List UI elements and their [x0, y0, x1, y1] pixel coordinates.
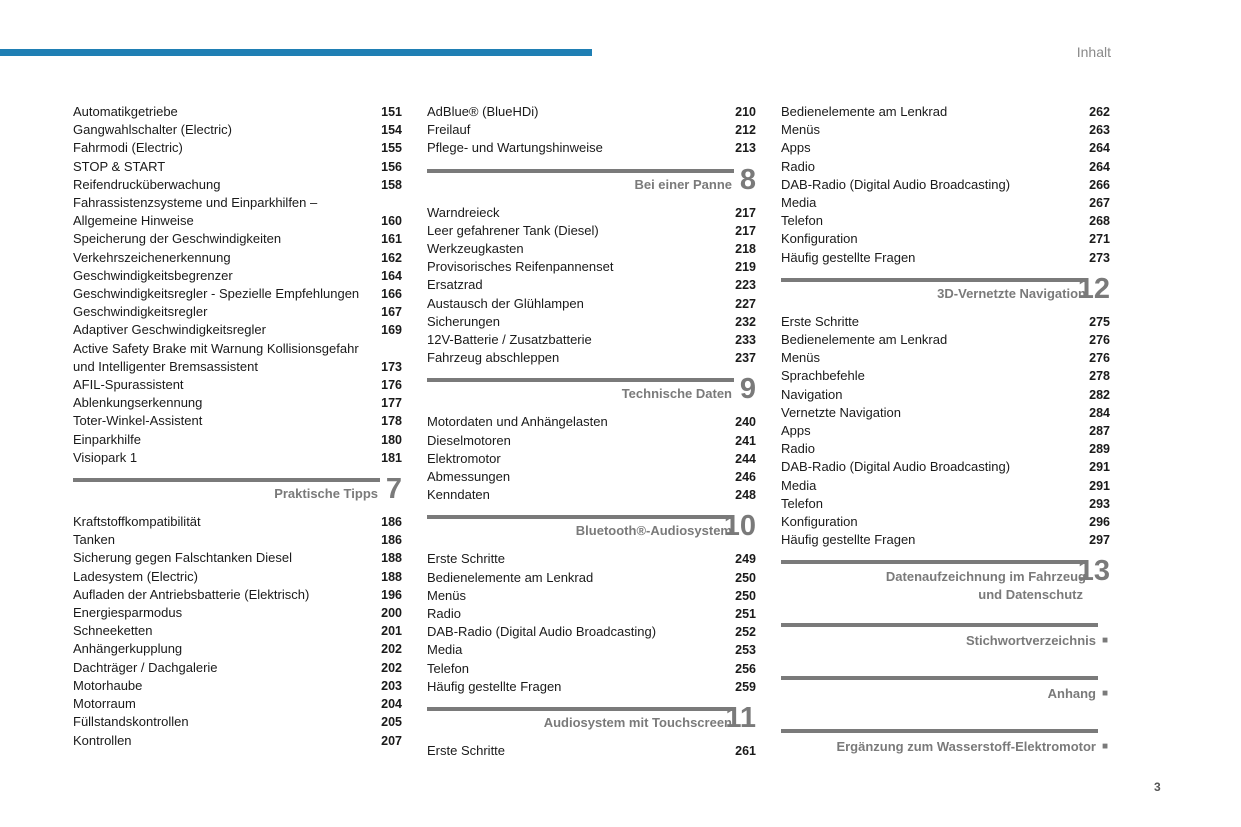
- toc-entry[interactable]: [73, 158, 402, 176]
- toc-entry[interactable]: [781, 158, 1110, 176]
- section-rule: [427, 378, 734, 382]
- toc-entry-title: Sicherungen: [427, 313, 500, 329]
- toc-entry-page: 293: [1089, 496, 1110, 511]
- toc-entry-title: Telefon: [781, 495, 823, 511]
- toc-entry-title: Media: [427, 642, 463, 658]
- toc-entry-page: 218: [735, 242, 756, 257]
- toc-entry[interactable]: [781, 477, 1110, 495]
- toc-entry[interactable]: [781, 422, 1110, 440]
- toc-entry[interactable]: [73, 713, 402, 731]
- toc-entry-title: AFIL-Spurassistent: [73, 377, 184, 393]
- toc-entry-page: 202: [381, 642, 402, 657]
- toc-entry-page: 267: [1089, 196, 1110, 211]
- toc-column-3: [781, 103, 1110, 771]
- toc-entry[interactable]: [73, 604, 402, 622]
- toc-entry-title-line2: Allgemeine Hinweise: [73, 213, 194, 229]
- toc-entry-title: Sicherung gegen Falschtanken Diesel: [73, 550, 292, 566]
- toc-entry[interactable]: [73, 622, 402, 640]
- toc-entry-title: Radio: [781, 441, 815, 457]
- section-header[interactable]: [427, 373, 756, 413]
- toc-entry[interactable]: [781, 313, 1110, 331]
- section-rule: [781, 676, 1098, 680]
- toc-entry-title: Motordaten und Anhängelasten: [427, 414, 608, 430]
- toc-entry-title: Leer gefahrener Tank (Diesel): [427, 222, 599, 238]
- toc-entry-page: 276: [1089, 351, 1110, 366]
- toc-entry[interactable]: [73, 412, 402, 430]
- toc-entry-title: Media: [781, 195, 817, 211]
- toc-entry[interactable]: [427, 605, 756, 623]
- toc-entry-page: 253: [735, 643, 756, 658]
- toc-entry[interactable]: [73, 695, 402, 713]
- toc-entry-title: Bedienelemente am Lenkrad: [781, 104, 948, 119]
- toc-entry-page: 248: [735, 488, 756, 503]
- section-title-line2: und Datenschutz: [978, 587, 1083, 603]
- toc-entry-page: 297: [1089, 533, 1110, 548]
- toc-entry[interactable]: [781, 386, 1110, 404]
- toc-entry-title: Kenndaten: [427, 487, 490, 503]
- toc-entry[interactable]: [427, 587, 756, 605]
- toc-entry-page: 186: [381, 533, 402, 548]
- toc-entry-title: Kontrollen: [73, 732, 132, 748]
- section-title: Audiosystem mit Touchscreen: [543, 715, 732, 731]
- toc-entry[interactable]: [73, 267, 402, 285]
- toc-entry-page: 181: [381, 450, 402, 465]
- toc-entry[interactable]: [73, 139, 402, 157]
- toc-entry-title: Häufig gestellte Fragen: [781, 249, 916, 265]
- section-title: Bei einer Panne: [634, 176, 732, 192]
- section-rule: [427, 515, 734, 519]
- section-header[interactable]: [427, 163, 756, 204]
- toc-entry-page: 284: [1089, 405, 1110, 420]
- toc-entry-page: 204: [381, 697, 402, 712]
- toc-entry[interactable]: [73, 531, 402, 549]
- toc-entry-title: Werkzeugkasten: [427, 241, 524, 257]
- toc-entry[interactable]: [73, 321, 402, 339]
- section-header[interactable]: [781, 676, 1110, 718]
- toc-entry-title: DAB-Radio (Digital Audio Broadcasting): [781, 459, 1011, 475]
- section-header[interactable]: [781, 623, 1110, 665]
- toc-entry-page: 250: [735, 570, 756, 585]
- toc-entry-title: Geschwindigkeitsregler: [73, 304, 208, 320]
- toc-entry[interactable]: [73, 431, 402, 449]
- toc-entry-title: Radio: [427, 606, 461, 622]
- toc-entry-title: Reifendrucküberwachung: [73, 176, 221, 192]
- toc-entry[interactable]: [781, 331, 1110, 349]
- toc-entry[interactable]: [73, 230, 402, 248]
- toc-entry[interactable]: [781, 458, 1110, 476]
- toc-entry-title: Geschwindigkeitsbegrenzer: [73, 267, 233, 283]
- section-title: Praktische Tipps: [274, 486, 378, 502]
- toc-entry-page: 173: [381, 359, 402, 374]
- section-rule: [427, 707, 734, 711]
- toc-entry-title: Bedienelemente am Lenkrad: [781, 332, 948, 348]
- toc-entry-page: 210: [735, 105, 756, 119]
- toc-entry-title: Automatikgetriebe: [73, 104, 178, 119]
- toc-entry-page: 282: [1089, 387, 1110, 402]
- toc-entry[interactable]: [427, 569, 756, 587]
- toc-entry[interactable]: [73, 659, 402, 677]
- toc-entry[interactable]: [73, 677, 402, 695]
- section-number: 13: [1077, 555, 1110, 588]
- toc-entry-title-line2: und Intelligenter Bremsassistent: [73, 358, 258, 374]
- toc-entry-page: 217: [735, 205, 756, 220]
- toc-entry-page: 151: [381, 105, 402, 119]
- toc-entry[interactable]: [427, 450, 756, 468]
- toc-entry-title: Ersatzrad: [427, 277, 483, 293]
- toc-column-2: [427, 103, 756, 760]
- toc-entry[interactable]: [781, 367, 1110, 385]
- page-number: 3: [1154, 780, 1161, 794]
- toc-entry[interactable]: [781, 531, 1110, 549]
- toc-entry-page: 223: [735, 278, 756, 293]
- toc-entry-page: 186: [381, 515, 402, 530]
- section-rule: [781, 729, 1098, 733]
- section-header[interactable]: [781, 729, 1110, 771]
- toc-entry[interactable]: [781, 440, 1110, 458]
- toc-entry-page: 250: [735, 588, 756, 603]
- toc-entry[interactable]: [427, 313, 756, 331]
- toc-entry-page: 291: [1089, 460, 1110, 475]
- toc-entry[interactable]: [781, 121, 1110, 139]
- toc-entry-page: 289: [1089, 442, 1110, 457]
- section-number: 7: [385, 473, 402, 506]
- toc-entry[interactable]: [781, 404, 1110, 422]
- toc-entry-title: Active Safety Brake mit Warnung Kollisionsgefahr: [73, 340, 359, 356]
- toc-entry-page: 233: [735, 333, 756, 348]
- toc-entry-page: 219: [735, 260, 756, 275]
- toc-entry-title: Menüs: [781, 122, 821, 138]
- toc-entry-page: 276: [1089, 333, 1110, 348]
- toc-entry[interactable]: [427, 486, 756, 504]
- toc-entry-page: 177: [381, 396, 402, 411]
- toc-entry-title: Provisorisches Reifenpannenset: [427, 259, 614, 275]
- toc-entry[interactable]: [427, 258, 756, 276]
- toc-entry[interactable]: [781, 495, 1110, 513]
- toc-entry-page: 244: [735, 451, 756, 466]
- toc-entry-page: 266: [1089, 177, 1110, 192]
- toc-entry-page: 227: [735, 296, 756, 311]
- toc-entry-page: 188: [381, 551, 402, 566]
- toc-entry-page: 207: [381, 733, 402, 748]
- toc-entry-title: Freilauf: [427, 122, 471, 138]
- toc-entry-title: Apps: [781, 140, 811, 156]
- toc-entry-page: 268: [1089, 214, 1110, 229]
- toc-entry[interactable]: [73, 732, 402, 750]
- toc-entry-title: Aufladen der Antriebsbatterie (Elektrisch): [73, 586, 310, 602]
- toc-entry-title: 12V-Batterie / Zusatzbatterie: [427, 332, 592, 348]
- toc-entry-title: DAB-Radio (Digital Audio Broadcasting): [427, 624, 657, 640]
- toc-entry-title: Verkehrszeichenerkennung: [73, 249, 231, 265]
- toc-entry-title: Kraftstoffkompatibilität: [73, 514, 201, 530]
- toc-entry-page: 246: [735, 470, 756, 485]
- toc-entry-page: 160: [381, 214, 402, 229]
- section-title-line1: Datenaufzeichnung im Fahrzeug: [885, 569, 1086, 585]
- toc-entry[interactable]: [427, 641, 756, 659]
- toc-entry[interactable]: [427, 222, 756, 240]
- section-number: 9: [739, 373, 756, 406]
- section-number: ■: [1101, 635, 1108, 647]
- toc-entry-title: Konfiguration: [781, 231, 858, 247]
- toc-entry[interactable]: [427, 742, 756, 760]
- toc-entry-page: 291: [1089, 478, 1110, 493]
- toc-entry[interactable]: [427, 204, 756, 222]
- toc-entry-title: Telefon: [781, 213, 823, 229]
- toc-column-1: [73, 103, 402, 750]
- section-number: ■: [1101, 688, 1108, 700]
- toc-entry[interactable]: [427, 468, 756, 486]
- toc-entry-page: 202: [381, 660, 402, 675]
- toc-entry-title: Erste Schritte: [427, 551, 506, 567]
- toc-entry[interactable]: [73, 249, 402, 267]
- page-header-title: Inhalt: [1076, 44, 1111, 60]
- toc-entry-page: 169: [381, 323, 402, 338]
- toc-entry-title: Menüs: [427, 587, 467, 603]
- toc-entry-page: 161: [381, 232, 402, 247]
- toc-entry-title: Anhängerkupplung: [73, 641, 183, 657]
- section-number: 8: [739, 163, 756, 196]
- toc-entry-title: Elektromotor: [427, 450, 501, 466]
- section-rule: [73, 478, 380, 482]
- toc-entry[interactable]: [427, 103, 756, 121]
- toc-entry-page: 237: [735, 351, 756, 366]
- toc-entry-title: Sprachbefehle: [781, 368, 865, 384]
- toc-entry-page: 155: [381, 141, 402, 156]
- section-number: ■: [1101, 741, 1108, 753]
- toc-entry[interactable]: [73, 121, 402, 139]
- toc-entry[interactable]: [781, 139, 1110, 157]
- toc-entry-page: 205: [381, 715, 402, 730]
- toc-entry-title: Gangwahlschalter (Electric): [73, 122, 232, 138]
- toc-entry-page: 263: [1089, 123, 1110, 138]
- toc-entry-title: Telefon: [427, 660, 469, 676]
- toc-entry-page: 213: [735, 141, 756, 156]
- section-header[interactable]: [781, 555, 1110, 612]
- toc-entry[interactable]: [781, 194, 1110, 212]
- toc-entry[interactable]: [73, 640, 402, 658]
- toc-entry-title: Energiesparmodus: [73, 605, 183, 621]
- toc-entry-page: 252: [735, 625, 756, 640]
- toc-entry[interactable]: [73, 176, 402, 194]
- toc-entry-page: 264: [1089, 141, 1110, 156]
- section-number: 10: [723, 510, 756, 543]
- toc-entry-title: Erste Schritte: [781, 313, 860, 329]
- toc-entry[interactable]: [73, 376, 402, 394]
- toc-entry-page: 241: [735, 433, 756, 448]
- section-header[interactable]: [427, 702, 756, 742]
- toc-entry-title: Schneeketten: [73, 623, 153, 639]
- toc-entry[interactable]: [427, 121, 756, 139]
- toc-entry[interactable]: [73, 449, 402, 467]
- toc-entry-title: DAB-Radio (Digital Audio Broadcasting): [781, 176, 1011, 192]
- toc-entry-page: 271: [1089, 232, 1110, 247]
- toc-entry-page: 287: [1089, 424, 1110, 439]
- toc-entry-page: 201: [381, 624, 402, 639]
- toc-entry-title: Tanken: [73, 532, 115, 548]
- toc-entry-title: Fahrzeug abschleppen: [427, 350, 560, 366]
- toc-entry-title: Radio: [781, 158, 815, 174]
- toc-entry-title: Ladesystem (Electric): [73, 568, 198, 584]
- toc-entry[interactable]: [781, 103, 1110, 121]
- toc-entry[interactable]: [73, 103, 402, 121]
- toc-entry-page: 164: [381, 268, 402, 283]
- toc-entry-page: 167: [381, 305, 402, 320]
- toc-entry-page: 203: [381, 678, 402, 693]
- toc-entry[interactable]: [73, 586, 402, 604]
- header-accent-bar: [0, 49, 592, 56]
- toc-entry-title: Apps: [781, 423, 811, 439]
- section-header[interactable]: [73, 473, 402, 513]
- section-rule: [781, 560, 1088, 564]
- toc-entry-page: 196: [381, 587, 402, 602]
- section-number: 12: [1077, 272, 1110, 305]
- toc-entry-page: 261: [735, 744, 756, 759]
- toc-entry-title: Erste Schritte: [427, 743, 506, 759]
- section-title: Anhang: [1047, 686, 1096, 702]
- toc-entry-page: 262: [1089, 105, 1110, 119]
- toc-entry-title: Menüs: [781, 350, 821, 366]
- section-title: Bluetooth®-Audiosystem: [575, 523, 732, 539]
- toc-entry-title: Pflege- und Wartungshinweise: [427, 140, 603, 156]
- toc-entry-title: Motorhaube: [73, 677, 143, 693]
- toc-entry-title: Häufig gestellte Fragen: [781, 532, 916, 548]
- toc-entry-title: AdBlue® (BlueHDi): [427, 104, 539, 119]
- toc-entry[interactable]: [427, 331, 756, 349]
- toc-entry-page: 240: [735, 415, 756, 430]
- toc-entry-page: 249: [735, 552, 756, 567]
- toc-entry-page: 259: [735, 679, 756, 694]
- toc-entry-title: Dieselmotoren: [427, 432, 511, 448]
- toc-entry-title: Einparkhilfe: [73, 431, 141, 447]
- toc-entry-title: Bedienelemente am Lenkrad: [427, 569, 594, 585]
- toc-entry-title: STOP & START: [73, 158, 166, 174]
- toc-entry[interactable]: [73, 549, 402, 567]
- toc-entry-page: 162: [381, 250, 402, 265]
- toc-entry-page: 180: [381, 432, 402, 447]
- toc-entry-page: 200: [381, 606, 402, 621]
- toc-entry[interactable]: [73, 568, 402, 586]
- toc-entry-page: 188: [381, 569, 402, 584]
- toc-entry[interactable]: [781, 513, 1110, 531]
- toc-entry-title: Ablenkungserkennung: [73, 395, 203, 411]
- toc-entry[interactable]: [781, 212, 1110, 230]
- toc-entry[interactable]: [73, 303, 402, 321]
- toc-entry-title: Vernetzte Navigation: [781, 404, 901, 420]
- section-number: 11: [725, 702, 756, 735]
- toc-entry-title: Motorraum: [73, 696, 136, 712]
- toc-entry[interactable]: [427, 660, 756, 678]
- toc-entry-title: Häufig gestellte Fragen: [427, 678, 562, 694]
- toc-entry-title: Media: [781, 477, 817, 493]
- toc-entry[interactable]: [427, 349, 756, 367]
- toc-entry-page: 275: [1089, 314, 1110, 329]
- section-header[interactable]: [427, 510, 756, 550]
- toc-entry-title: Geschwindigkeitsregler - Spezielle Empfehlungen: [73, 286, 360, 302]
- toc-entry-title: Fahrmodi (Electric): [73, 140, 183, 156]
- section-header[interactable]: [781, 272, 1110, 313]
- section-rule: [781, 623, 1098, 627]
- toc-entry-title: Fahrassistenzsysteme und Einparkhilfen –: [73, 195, 318, 211]
- section-title: Stichwortverzeichnis: [965, 633, 1096, 649]
- toc-entry[interactable]: [781, 249, 1110, 267]
- toc-entry[interactable]: [73, 340, 402, 376]
- toc-entry-title: Austausch der Glühlampen: [427, 295, 584, 311]
- toc-entry-page: 251: [735, 607, 756, 622]
- toc-entry[interactable]: [427, 276, 756, 294]
- toc-entry[interactable]: [781, 349, 1110, 367]
- toc-entry[interactable]: [781, 176, 1110, 194]
- toc-entry-page: 212: [735, 123, 756, 138]
- section-title: [826, 568, 1086, 604]
- toc-entry-page: 232: [735, 314, 756, 329]
- toc-entry-page: 273: [1089, 250, 1110, 265]
- toc-entry[interactable]: [427, 295, 756, 313]
- section-rule: [427, 169, 734, 173]
- toc-entry[interactable]: [427, 413, 756, 431]
- toc-entry-page: 178: [381, 414, 402, 429]
- toc-entry-page: 264: [1089, 159, 1110, 174]
- toc-entry-page: 158: [381, 177, 402, 192]
- toc-entry-page: 256: [735, 661, 756, 676]
- toc-entry-title: Adaptiver Geschwindigkeitsregler: [73, 322, 266, 338]
- toc-entry-page: 154: [381, 123, 402, 138]
- toc-entry[interactable]: [427, 550, 756, 568]
- toc-entry-title: Warndreieck: [427, 204, 500, 220]
- toc-entry-page: 296: [1089, 515, 1110, 530]
- toc-entry[interactable]: [427, 240, 756, 258]
- toc-entry-title: Konfiguration: [781, 514, 858, 530]
- toc-entry[interactable]: [73, 513, 402, 531]
- toc-entry[interactable]: [781, 230, 1110, 248]
- toc-entry-page: 166: [381, 287, 402, 302]
- section-rule: [781, 278, 1088, 282]
- toc-entry-page: 176: [381, 378, 402, 393]
- toc-entry-page: 156: [381, 159, 402, 174]
- toc-entry-title: Füllstandskontrollen: [73, 714, 189, 730]
- toc-entry[interactable]: [427, 623, 756, 641]
- toc-entry-page: 278: [1089, 369, 1110, 384]
- toc-entry[interactable]: [427, 432, 756, 450]
- toc-entry-title: Visiopark 1: [73, 449, 138, 465]
- toc-entry[interactable]: [427, 139, 756, 157]
- toc-entry[interactable]: [427, 678, 756, 696]
- toc-entry-title: Abmessungen: [427, 469, 511, 485]
- section-title: Ergänzung zum Wasserstoff-Elektromotor: [836, 739, 1096, 755]
- toc-entry-title: Dachträger / Dachgalerie: [73, 659, 218, 675]
- toc-entry-title: Speicherung der Geschwindigkeiten: [73, 231, 282, 247]
- toc-entry[interactable]: [73, 394, 402, 412]
- toc-entry-title: Navigation: [781, 386, 843, 402]
- toc-entry[interactable]: [73, 285, 402, 303]
- section-title: 3D-Vernetzte Navigation: [937, 285, 1086, 301]
- toc-entry[interactable]: [73, 194, 402, 230]
- section-title: Technische Daten: [621, 386, 732, 402]
- toc-entry-page: 217: [735, 223, 756, 238]
- toc-entry-title: Toter-Winkel-Assistent: [73, 413, 203, 429]
